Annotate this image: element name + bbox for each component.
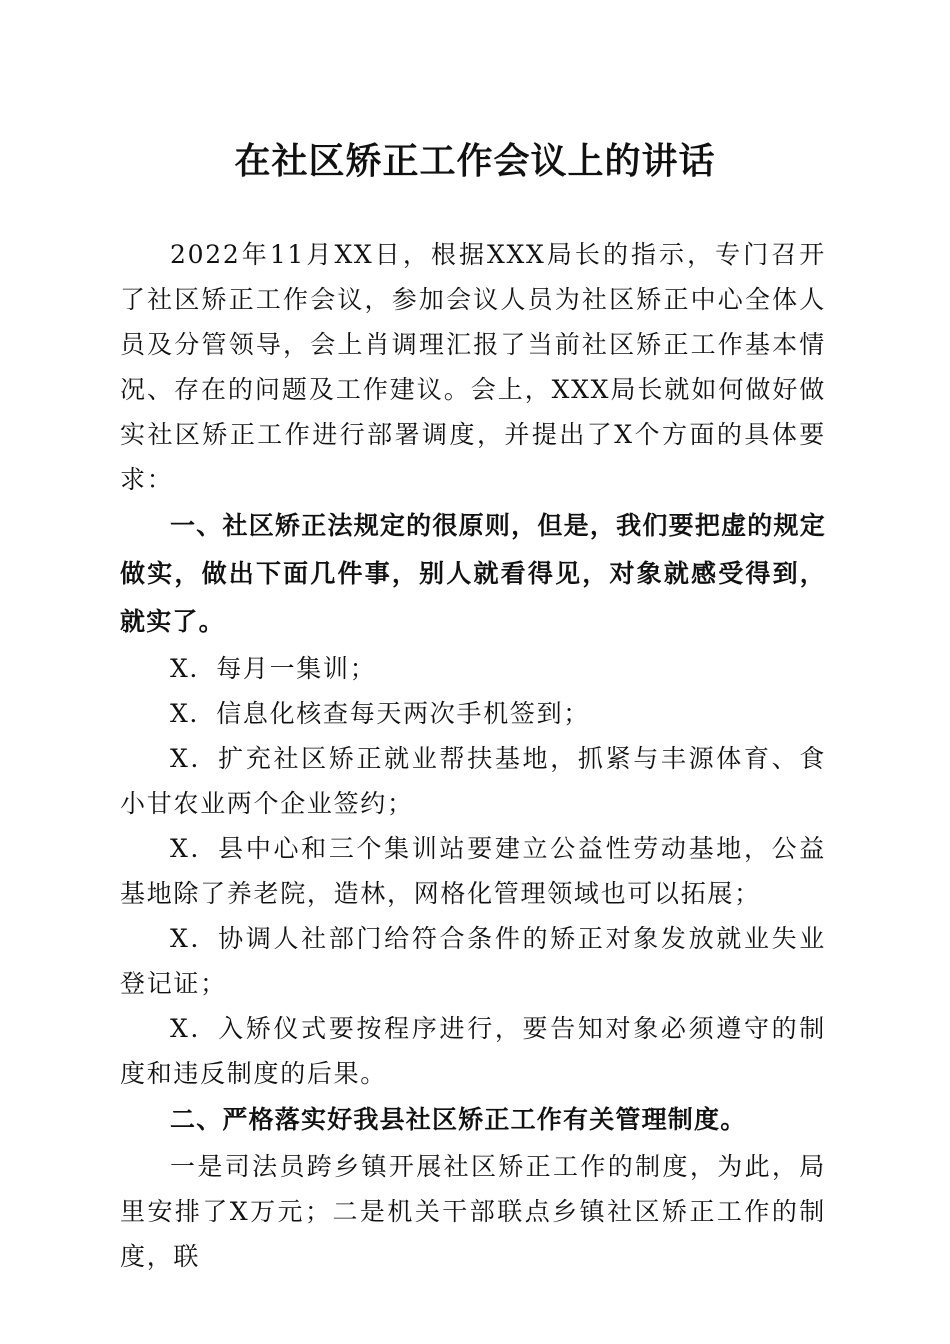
- section-heading-2: 二、严格落实好我县社区矫正工作有关管理制度。: [170, 1105, 747, 1134]
- section-heading-1: 一、社区矫正法规定的很原则，但是，我们要把虚的规定做实，做出下面几件事，别人就看得见，对象就感受得到，就实了。: [120, 511, 826, 636]
- list-item: X．协调人社部门给符合条件的矫正对象发放就业失业登记证；: [120, 924, 826, 998]
- list-item: X．入矫仪式要按程序进行，要告知对象必须遵守的制度和违反制度的后果。: [120, 1014, 826, 1088]
- list-item: X．扩充社区矫正就业帮扶基地，抓紧与丰源体育、食小甘农业两个企业签约；: [120, 744, 826, 818]
- document-title: 在社区矫正工作会议上的讲话: [234, 140, 716, 182]
- list-item: X．每月一集训；: [170, 654, 377, 683]
- list-item: X．信息化核查每天两次手机签到；: [170, 699, 590, 728]
- paragraph-intro: 2022年11月XX日，根据XXX局长的指示，专门召开了社区矫正工作会议，参加会议人员为社区矫正中心全体人员及分管领导，会上肖调理汇报了当前社区矫正工作基本情况、存在的问题及工作建议。会上，XXX局长就如何做好做实社区矫正工作进行部署调度，并提出了X个方面的具体要求：: [120, 240, 826, 494]
- paragraph-section-2: 一是司法员跨乡镇开展社区矫正工作的制度，为此，局里安排了X万元；二是机关干部联点乡镇社区矫正工作的制度，联: [120, 1152, 826, 1271]
- list-item: X．县中心和三个集训站要建立公益性劳动基地，公益基地除了养老院，造林，网格化管理领域也可以拓展；: [120, 834, 826, 908]
- document-body: [120, 232, 826, 1279]
